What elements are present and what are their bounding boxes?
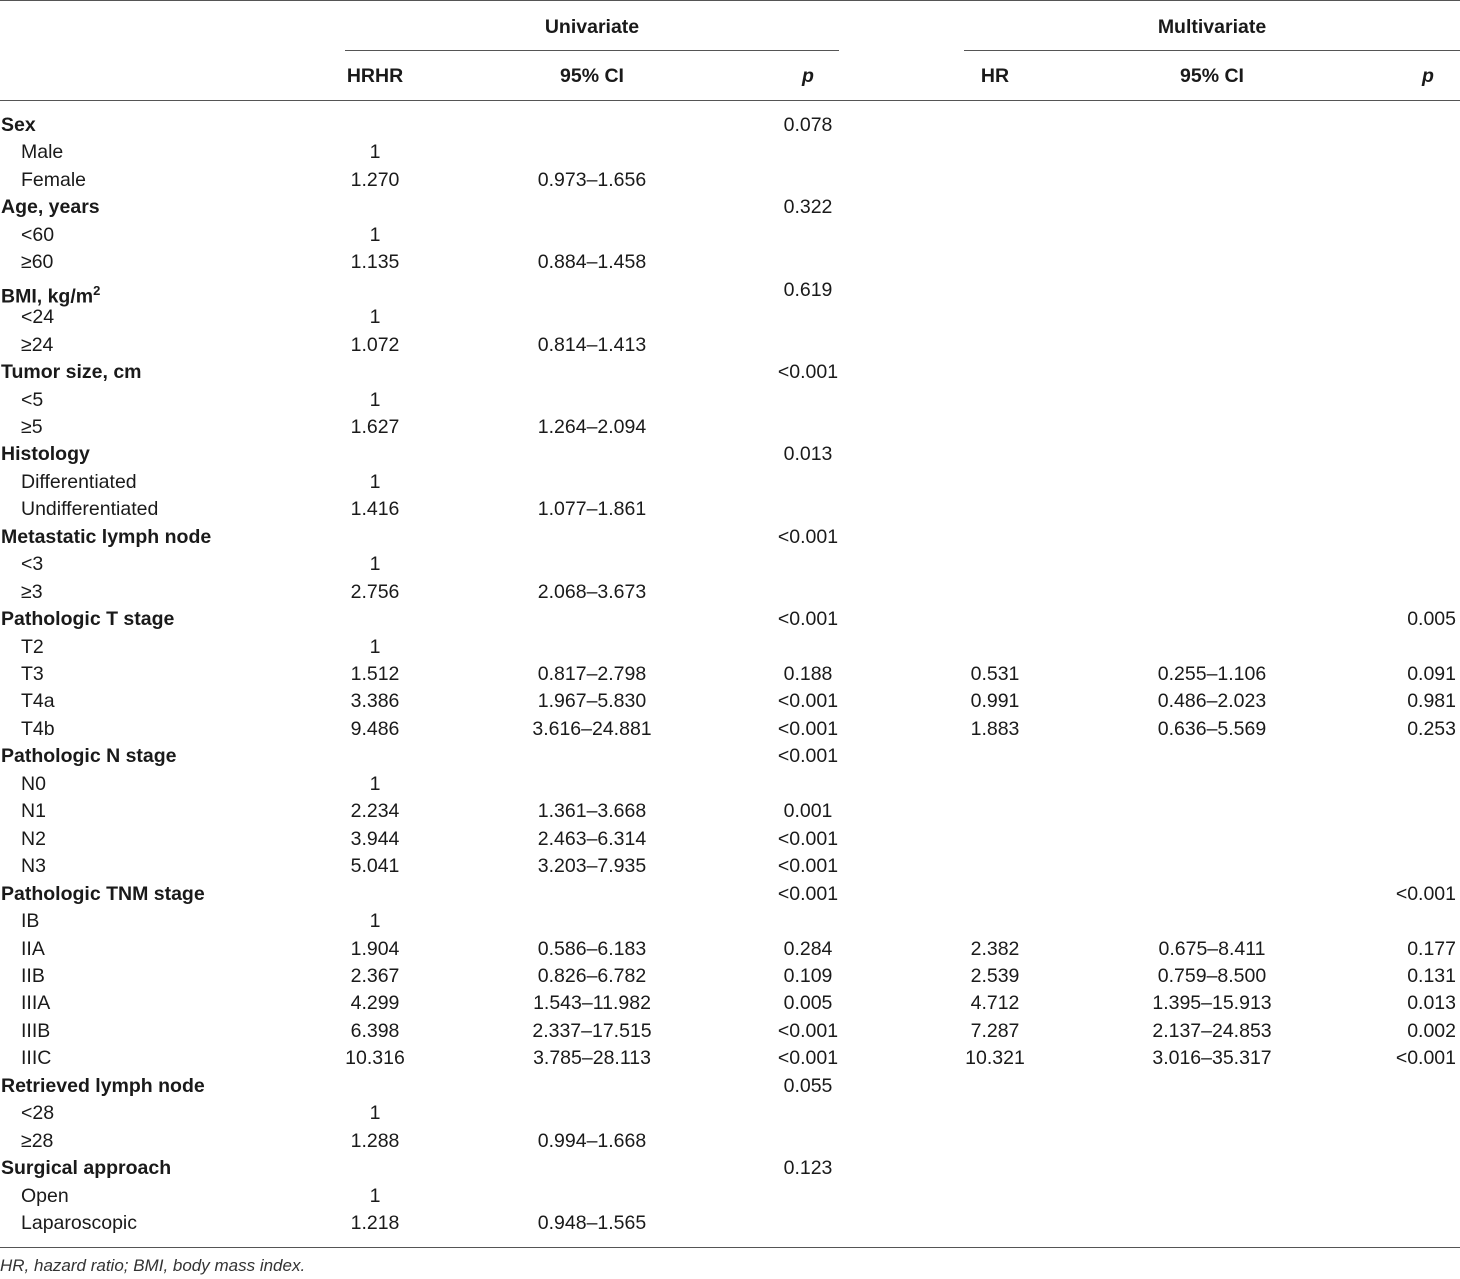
univariate-ci: 0.884–1.458 <box>537 251 647 274</box>
univariate-p: <0.001 <box>777 827 839 850</box>
row-label: IB <box>21 910 40 933</box>
multivariate-ci: 0.486–2.023 <box>1157 690 1267 713</box>
table-row <box>0 826 1460 854</box>
multivariate-p: 0.981 <box>1407 690 1456 713</box>
col-header-m-ci: 95% CI <box>1180 65 1244 87</box>
univariate-hr: 1 <box>369 306 381 329</box>
row-label: Open <box>21 1184 69 1207</box>
univariate-ci: 0.814–1.413 <box>537 333 647 356</box>
univariate-ci: 1.361–3.668 <box>537 800 647 823</box>
row-label: Pathologic TNM stage <box>1 882 205 905</box>
table-row <box>0 1128 1460 1156</box>
row-label: Undifferentiated <box>21 498 159 521</box>
multivariate-hr: 0.531 <box>970 663 1020 685</box>
row-label: IIA <box>21 937 45 960</box>
univariate-ci: 0.994–1.668 <box>537 1129 647 1152</box>
multivariate-hr: 2.539 <box>970 964 1020 987</box>
col-header-m-hr: HR <box>980 65 1010 87</box>
univariate-hr: 1 <box>369 772 381 795</box>
univariate-hr: 1.288 <box>350 1129 400 1152</box>
table-row <box>0 716 1460 744</box>
table-row <box>0 634 1460 662</box>
row-label: Pathologic N stage <box>1 745 177 768</box>
row-label: Age, years <box>1 196 100 219</box>
header-rule <box>0 100 1460 101</box>
univariate-p: 0.322 <box>783 196 833 219</box>
univariate-ci: 1.543–11.982 <box>533 992 651 1015</box>
row-label: <60 <box>21 223 55 246</box>
multivariate-p: 0.091 <box>1407 663 1456 685</box>
multivariate-p: <0.001 <box>1395 882 1456 905</box>
univariate-hr: 2.234 <box>350 800 400 823</box>
multivariate-hr: 7.287 <box>970 1019 1020 1042</box>
multivariate-p: 0.002 <box>1407 1019 1456 1042</box>
table-row <box>0 1018 1460 1046</box>
univariate-hr: 6.398 <box>350 1019 400 1042</box>
table-group-row <box>0 277 1460 308</box>
univariate-hr: 2.367 <box>350 964 400 987</box>
univariate-hr: 1.270 <box>350 168 400 191</box>
row-label: <24 <box>21 306 55 329</box>
row-label-superscript: 2 <box>93 282 101 298</box>
table-row <box>0 1183 1460 1211</box>
univariate-hr: 3.386 <box>350 690 400 713</box>
row-label: T3 <box>21 663 44 685</box>
univariate-p: <0.001 <box>777 608 839 631</box>
univariate-hr: 1 <box>369 141 381 164</box>
univariate-p: <0.001 <box>777 361 839 384</box>
table-row <box>0 167 1460 195</box>
table-row <box>0 414 1460 442</box>
univariate-hr: 1 <box>369 1102 381 1125</box>
univariate-p: <0.001 <box>777 855 839 878</box>
multivariate-header: Multivariate <box>1157 16 1267 38</box>
table-row <box>0 304 1460 332</box>
row-label: ≥24 <box>21 333 54 356</box>
table-group-row <box>0 743 1460 771</box>
univariate-hr: 1 <box>369 1184 381 1207</box>
univariate-hr: 1 <box>369 388 381 411</box>
table-row <box>0 936 1460 964</box>
row-label: IIIA <box>21 992 51 1015</box>
table-row <box>0 222 1460 250</box>
row-label: IIIB <box>21 1019 51 1042</box>
univariate-p: 0.123 <box>783 1157 833 1180</box>
univariate-ci: 0.817–2.798 <box>537 663 647 685</box>
univariate-p: <0.001 <box>777 1047 839 1070</box>
univariate-p: 0.284 <box>783 937 833 960</box>
univariate-ci: 3.203–7.935 <box>537 855 647 878</box>
row-label: N2 <box>21 827 46 850</box>
col-header-m-p: p <box>1422 65 1434 87</box>
row-label: Differentiated <box>21 470 137 493</box>
row-label: <5 <box>21 388 44 411</box>
table-row <box>0 579 1460 607</box>
row-label: Pathologic T stage <box>1 608 175 631</box>
multivariate-hr: 2.382 <box>970 937 1020 960</box>
row-label: T4a <box>21 690 55 713</box>
univariate-p: 0.005 <box>783 992 833 1015</box>
univariate-ci: 0.826–6.782 <box>537 964 647 987</box>
table-row <box>0 798 1460 826</box>
table-row <box>0 1210 1460 1238</box>
univariate-hr: 1.416 <box>350 498 400 521</box>
col-header-u-hr: HRHR <box>346 65 404 87</box>
univariate-hr: 1.512 <box>350 663 400 685</box>
univariate-hr: 4.299 <box>350 992 400 1015</box>
univariate-ci: 0.586–6.183 <box>537 937 647 960</box>
univariate-ci: 3.785–28.113 <box>533 1047 651 1070</box>
univariate-p: <0.001 <box>777 882 839 905</box>
row-label: ≥60 <box>21 251 54 274</box>
multivariate-hr: 10.321 <box>965 1047 1025 1070</box>
univariate-hr: 1.218 <box>350 1212 400 1234</box>
multivariate-hr: 0.991 <box>970 690 1020 713</box>
table-row <box>0 469 1460 497</box>
univariate-hr: 9.486 <box>350 717 400 740</box>
univariate-ci: 2.463–6.314 <box>537 827 647 850</box>
univariate-p: <0.001 <box>777 745 839 768</box>
table-group-row <box>0 194 1460 222</box>
table-row <box>0 963 1460 991</box>
univariate-ci: 0.948–1.565 <box>537 1212 647 1234</box>
table-group-row <box>0 441 1460 469</box>
table-group-row <box>0 112 1460 140</box>
multivariate-ci: 2.137–24.853 <box>1152 1019 1272 1042</box>
row-label: <3 <box>21 553 44 576</box>
row-label: Metastatic lymph node <box>1 525 212 548</box>
univariate-hr: 1 <box>369 553 381 576</box>
multivariate-p: 0.005 <box>1407 608 1456 631</box>
table-group-row <box>0 359 1460 387</box>
table-row <box>0 688 1460 716</box>
bottom-rule <box>0 1247 1460 1248</box>
table-group-row <box>0 524 1460 552</box>
multivariate-ci: 1.395–15.913 <box>1152 992 1272 1015</box>
row-label: T4b <box>21 717 55 740</box>
multivariate-underline <box>964 50 1460 51</box>
table-group-row <box>0 1155 1460 1183</box>
row-label: Histology <box>1 443 90 466</box>
univariate-ci: 3.616–24.881 <box>532 717 652 740</box>
univariate-ci: 0.973–1.656 <box>537 168 647 191</box>
table-row <box>0 249 1460 277</box>
table-row <box>0 661 1460 689</box>
univariate-p: <0.001 <box>777 717 839 740</box>
multivariate-ci: 0.675–8.411 <box>1158 937 1266 960</box>
table-group-row <box>0 881 1460 909</box>
univariate-p: 0.078 <box>783 114 833 136</box>
univariate-p: 0.188 <box>783 663 833 685</box>
multivariate-p: 0.177 <box>1407 937 1456 960</box>
univariate-p: 0.619 <box>783 278 833 301</box>
row-label: ≥5 <box>21 415 43 438</box>
multivariate-ci: 0.636–5.569 <box>1157 717 1267 740</box>
univariate-p: <0.001 <box>777 1019 839 1042</box>
table-row <box>0 1100 1460 1128</box>
univariate-ci: 2.068–3.673 <box>537 580 647 603</box>
table-row <box>0 332 1460 360</box>
univariate-hr: 1.904 <box>350 937 400 960</box>
col-header-u-p: p <box>802 65 814 87</box>
table-row <box>0 551 1460 579</box>
table-row <box>0 387 1460 415</box>
table-row <box>0 908 1460 936</box>
univariate-hr: 5.041 <box>350 855 400 878</box>
univariate-hr: 10.316 <box>345 1047 405 1070</box>
univariate-header: Univariate <box>544 16 640 38</box>
row-label: Female <box>21 168 87 191</box>
univariate-ci: 1.967–5.830 <box>537 690 647 713</box>
row-label: Laparoscopic <box>21 1212 137 1234</box>
univariate-ci: 2.337–17.515 <box>532 1019 652 1042</box>
univariate-hr: 1 <box>369 223 381 246</box>
univariate-p: 0.001 <box>783 800 833 823</box>
row-label: <28 <box>21 1102 55 1125</box>
row-label: ≥28 <box>21 1129 54 1152</box>
univariate-underline <box>345 50 839 51</box>
table-row <box>0 853 1460 881</box>
univariate-p: 0.109 <box>783 964 833 987</box>
table-row <box>0 771 1460 799</box>
row-label: ≥3 <box>21 580 43 603</box>
table-group-row <box>0 606 1460 634</box>
multivariate-ci: 3.016–35.317 <box>1152 1047 1272 1070</box>
univariate-hr: 1 <box>369 470 381 493</box>
univariate-ci: 1.077–1.861 <box>537 498 647 521</box>
table-row <box>0 139 1460 167</box>
univariate-hr: 1 <box>369 910 381 933</box>
row-label: N1 <box>21 800 46 823</box>
row-label: IIIC <box>21 1047 52 1070</box>
table-row <box>0 990 1460 1018</box>
table-row <box>0 1045 1460 1073</box>
col-header-u-ci: 95% CI <box>560 65 624 87</box>
row-label: Surgical approach <box>1 1157 172 1180</box>
multivariate-ci: 0.255–1.106 <box>1157 663 1267 685</box>
table-row <box>0 496 1460 524</box>
univariate-hr: 3.944 <box>350 827 400 850</box>
multivariate-p: 0.013 <box>1407 992 1456 1015</box>
multivariate-hr: 4.712 <box>970 992 1020 1015</box>
row-label: Retrieved lymph node <box>1 1074 205 1097</box>
top-rule <box>0 0 1460 1</box>
multivariate-p: 0.131 <box>1407 964 1456 987</box>
row-label: N3 <box>21 855 46 878</box>
univariate-p: 0.013 <box>783 443 833 466</box>
row-label: N0 <box>21 772 46 795</box>
multivariate-p: 0.253 <box>1407 717 1456 740</box>
multivariate-p: <0.001 <box>1395 1047 1456 1070</box>
multivariate-ci: 0.759–8.500 <box>1157 964 1267 987</box>
univariate-hr: 1.135 <box>350 251 400 274</box>
table-group-row <box>0 1073 1460 1101</box>
row-label: Tumor size, cm <box>1 361 142 384</box>
univariate-ci: 1.264–2.094 <box>537 415 647 438</box>
footnote: HR, hazard ratio; BMI, body mass index. <box>0 1256 306 1275</box>
univariate-hr: 2.756 <box>350 580 400 603</box>
row-label: Sex <box>1 114 36 136</box>
univariate-p: <0.001 <box>777 525 839 548</box>
multivariate-hr: 1.883 <box>970 717 1020 740</box>
row-label: IIB <box>21 964 45 987</box>
row-label: T2 <box>21 635 44 658</box>
univariate-p: 0.055 <box>783 1074 833 1097</box>
row-label: Male <box>21 141 64 164</box>
univariate-hr: 1.627 <box>350 415 400 438</box>
row-label-text: BMI, kg/m <box>1 285 94 308</box>
univariate-hr: 1 <box>369 635 381 658</box>
univariate-hr: 1.072 <box>350 333 400 356</box>
univariate-p: <0.001 <box>777 690 839 713</box>
